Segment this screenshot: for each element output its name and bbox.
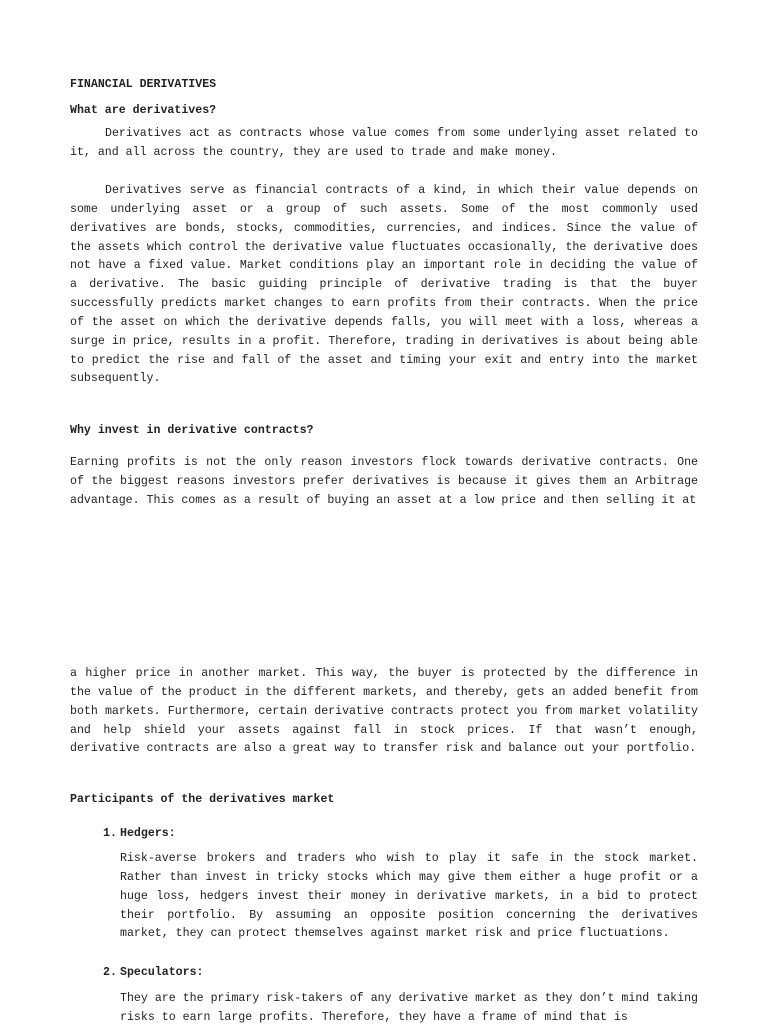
paragraph-why-part2: a higher price in another market. This way, the buyer is protected by the difference in the value of the product in the different markets, and thereby, gets an added benefit from both markets. Furthermore, certain derivative contracts protect you from market volatility and help shield your assets against fall in stock prices. If that wasn’t enough, derivative contracts are also a great way to transfer risk and balance out your portfolio.: [70, 667, 698, 756]
section-heading-participants: Participants of the derivatives market: [70, 793, 335, 806]
document-title: FINANCIAL DERIVATIVES: [70, 78, 217, 91]
list-item-title: Speculators:: [120, 966, 204, 979]
paragraph-why-part1: Earning profits is not the only reason investors flock towards derivative contracts. One of the biggest reasons investors prefer derivatives is because it gives them an Arbitrage advantage. This comes as a result of buying an asset at a low price and then selling it at: [70, 456, 698, 507]
list-item-body: Risk-averse brokers and traders who wish to play it safe in the stock market. Rather than invest in tricky stocks which may give them either a huge profit or a huge loss, hedgers invest their money in derivative markets, in a bid to protect their portfolio. By assuming an opposite position concerning the derivatives market, they can protect themselves against market risk and price fluctuations.: [120, 852, 698, 941]
list-item-body: They are the primary risk-takers of any derivative market as they don’t mind taking risks to earn large profits. Therefore, they have a frame of mind that is: [120, 992, 698, 1024]
paragraph-what-1: Derivatives act as contracts whose value comes from some underlying asset related to it, and all across the country, they are used to trade and make money.: [70, 127, 698, 159]
section-heading-what: What are derivatives?: [70, 104, 217, 117]
section-heading-why: Why invest in derivative contracts?: [70, 424, 314, 437]
list-item-number: 1.: [103, 827, 117, 840]
list-item-number: 2.: [103, 966, 117, 979]
paragraph-what-2: Derivatives serve as financial contracts of a kind, in which their value depends on some underlying asset or a group of such assets. Some of the most commonly used derivatives are bonds, stocks, commodities, currencies, and indices. Since the value of the assets which control the derivative value fluctuates occasionally, the derivative does not have a fixed value. Market conditions play an important role in deciding the value of a derivative. The basic guiding principle of derivative trading is that the buyer successfully predicts market changes to earn profits from their contracts. When the price of the asset on which the derivative depends falls, you will meet with a loss, whereas a surge in price, results in a profit. Therefore, trading in derivatives is about being able to predict the rise and fall of the asset and timing your exit and entry into the market subsequently.: [70, 184, 698, 386]
list-item-title: Hedgers:: [120, 827, 176, 840]
